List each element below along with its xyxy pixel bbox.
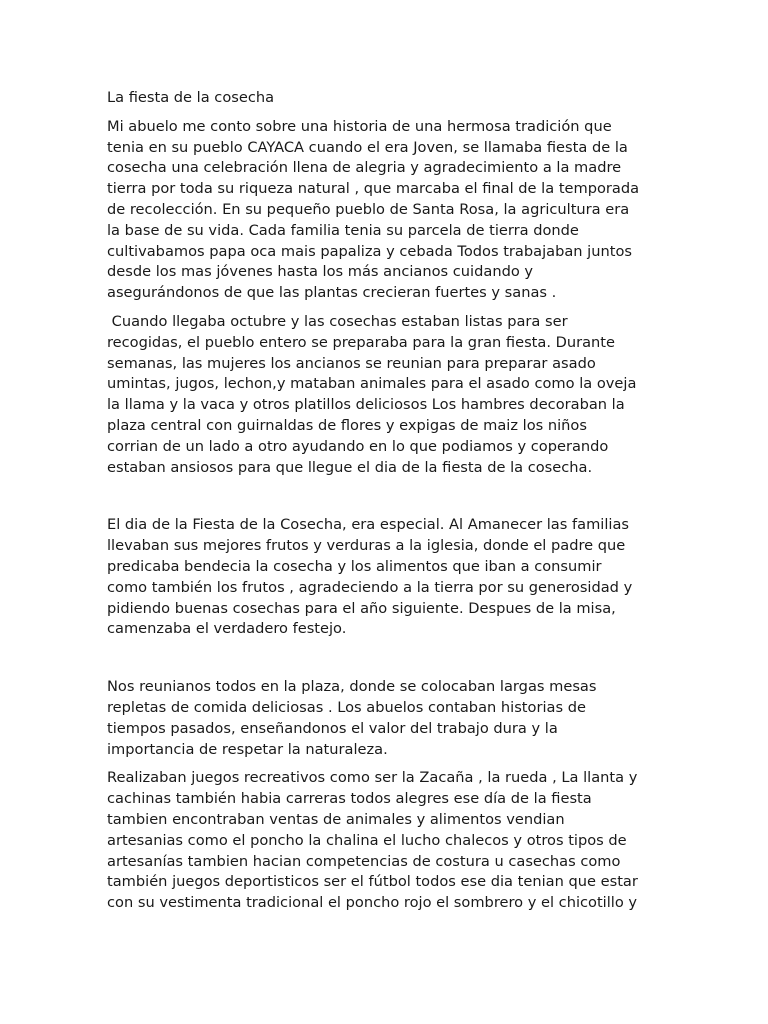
paragraph-line: tenia en su pueblo CAYACA cuando el era Joven, se llamaba fiesta de la: [107, 138, 628, 156]
paragraph-line: tiempos pasados, enseñandonos el valor del trabajo dura y la: [107, 719, 558, 737]
paragraph-line: plaza central con guirnaldas de flores y expigas de maiz los niños: [107, 416, 587, 434]
document-page: [107, 88, 667, 922]
paragraph-line: con su vestimenta tradicional el poncho rojo el sombrero y el chicotillo y: [107, 894, 638, 912]
paragraph-line: importancia de respetar la naturaleza.: [107, 740, 388, 758]
paragraph-line: Mi abuelo me conto sobre una historia de una hermosa tradición que: [107, 117, 612, 135]
paragraph-line: cosecha una celebración llena de alegria y agradecimiento a la madre: [107, 159, 622, 177]
paragraph-line: corrian de un lado a otro ayudando en lo que podiamos y coperando: [107, 437, 609, 455]
paragraph-line: tierra por toda su riqueza natural , que marcaba el final de la temporada: [107, 180, 640, 198]
paragraph-3: [107, 515, 667, 640]
paragraph-line: asegurándonos de que las plantas crecieran fuertes y sanas .: [107, 284, 557, 302]
paragraph-line: semanas, las mujeres los ancianos se reunian para preparar asado: [107, 354, 596, 372]
paragraph-2: [107, 312, 667, 478]
paragraph-line: cachinas también habia carreras todos alegres ese día de la fiesta: [107, 790, 592, 808]
paragraph-line: recogidas, el pueblo entero se preparaba para la gran fiesta. Durante: [107, 333, 615, 351]
paragraph-line: cultivabamos papa oca mais papaliza y cebada Todos trabajaban juntos: [107, 242, 632, 260]
paragraph-line: la llama y la vaca y otros platillos deliciosos Los hambres decoraban la: [107, 396, 625, 414]
paragraph-line: de recolección. En su pequeño pueblo de Santa Rosa, la agricultura era: [107, 200, 630, 218]
paragraph-line: Nos reunianos todos en la plaza, donde se colocaban largas mesas: [107, 678, 597, 696]
paragraph-line: estaban ansiosos para que llegue el dia de la fiesta de la cosecha.: [107, 458, 593, 476]
paragraph-4: [107, 677, 667, 760]
paragraph-line: El dia de la Fiesta de la Cosecha, era especial. Al Amanecer las familias: [107, 516, 629, 534]
paragraph-line: pidiendo buenas cosechas para el año siguiente. Despues de la misa,: [107, 599, 616, 617]
paragraph-line: Cuando llegaba octubre y las cosechas estaban listas para ser: [107, 312, 568, 330]
paragraph-line: predicaba bendecia la cosecha y los alimentos que iban a consumir: [107, 557, 602, 575]
paragraph-line: desde los mas jóvenes hasta los más ancianos cuidando y: [107, 263, 534, 281]
paragraph-line: tambien encontraban ventas de animales y alimentos vendian: [107, 810, 565, 828]
paragraph-line: como también los frutos , agradeciendo a la tierra por su generosidad y: [107, 578, 633, 596]
paragraph-line: también juegos deportisticos ser el fútbol todos ese dia tenian que estar: [107, 873, 638, 891]
paragraph-line: artesanias como el poncho la chalina el lucho chalecos y otros tipos de: [107, 831, 627, 849]
paragraph-line: Realizaban juegos recreativos como ser la Zacaña , la rueda , La llanta y: [107, 769, 638, 787]
document-title: La fiesta de la cosecha: [107, 89, 275, 106]
paragraph-line: repletas de comida deliciosas . Los abuelos contaban historias de: [107, 698, 586, 716]
paragraph-5: [107, 768, 667, 914]
paragraph-line: umintas, jugos, lechon,y mataban animales para el asado como la oveja: [107, 375, 637, 393]
paragraph-line: la base de su vida. Cada familia tenia su parcela de tierra donde: [107, 221, 579, 239]
paragraph-1: [107, 117, 667, 304]
blank-line: [107, 486, 667, 515]
paragraph-line: camenzaba el verdadero festejo.: [107, 620, 347, 638]
blank-line: [107, 648, 667, 677]
paragraph-line: llevaban sus mejores frutos y verduras a la iglesia, donde el padre que: [107, 537, 626, 555]
paragraph-line: artesanías tambien hacian competencias de costura u casechas como: [107, 852, 621, 870]
